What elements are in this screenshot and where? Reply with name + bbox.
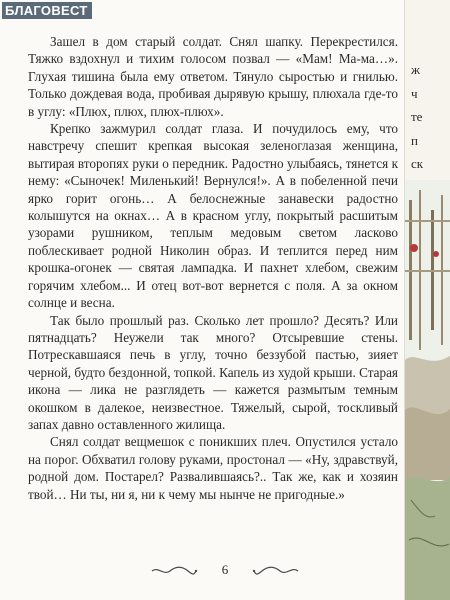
text-fragment: ж — [411, 62, 420, 77]
next-page-edge — [404, 0, 450, 600]
paragraph: Снял солдат вещмешок с поникших плеч. Опустился устало на порог. Обхватил голову руками, простонал — «Ну, здравствуй, родной дом. Постарел? Развалившаясь?.. Так же, как и хозяин твой… Ни ты, ни я, ни к чему мы нынче не пригодные.» — [28, 434, 398, 502]
paragraph: Зашел в дом старый солдат. Снял шапку. Перекрестился. Тяжко вздохнул и тихим голосом позвал — «Мам! Ма-ма…». Глухая тишина была ему ответом. Тянуло сыростью и гнилью. Только дождевая вода, пробивая дырявую крышу, плюхала где-то в углу: «Плюх, плюх, плюх-плюх». — [28, 34, 398, 119]
next-page-text — [411, 58, 423, 176]
text-fragment: те — [411, 109, 423, 124]
paragraph: Так было прошлый раз. Сколько лет прошло? Десять? Или пятнадцать? Неужели так много? Отсыревшие стены. Потрескавшаяся печь в углу, точно беззубой пастью, зияет черной, будто бездонной, топкой. Капель из худой крыши. Старая икона — лика не разглядеть — кажется размытым темным окошком в далекое, неизвестное. Тяжелый, сырой, тоскливый запах давно оставленного жилища. — [28, 312, 398, 432]
paragraph: Крепко зажмурил солдат глаза. И почудилось ему, что навстречу спешит крепкая высокая зеленоглазая женщина, вытирая второпях руки о передник. Радостно улыбаясь, тянется к нему: «Сыночек! Миленький! Вернулся!». А в побеленной печи ярко горит огонь… А белоснежные занавески радостно колышутся на окнах… А в красном углу, покрытый расшитым узорами рушником, теплым медовым светом ласково поблескивает родной Николин образ. И теплится перед ним крошка-огонек — святая лампадка. И пахнет хлебом, свежим горячим хлебом... И отец вот-вот вернется с поля. А за окном солнце и весна. — [28, 121, 398, 311]
story-text — [28, 33, 398, 503]
text-fragment: ч — [411, 85, 418, 101]
illustration-fragment — [405, 180, 450, 600]
page-number: 6 — [221, 562, 229, 577]
text-fragment: п — [411, 132, 418, 148]
watermark-logo: БЛАГОВЕСТ — [2, 2, 92, 19]
page-footer — [150, 560, 300, 582]
ornament-right-icon — [252, 565, 300, 577]
text-fragment: ск — [411, 156, 424, 171]
